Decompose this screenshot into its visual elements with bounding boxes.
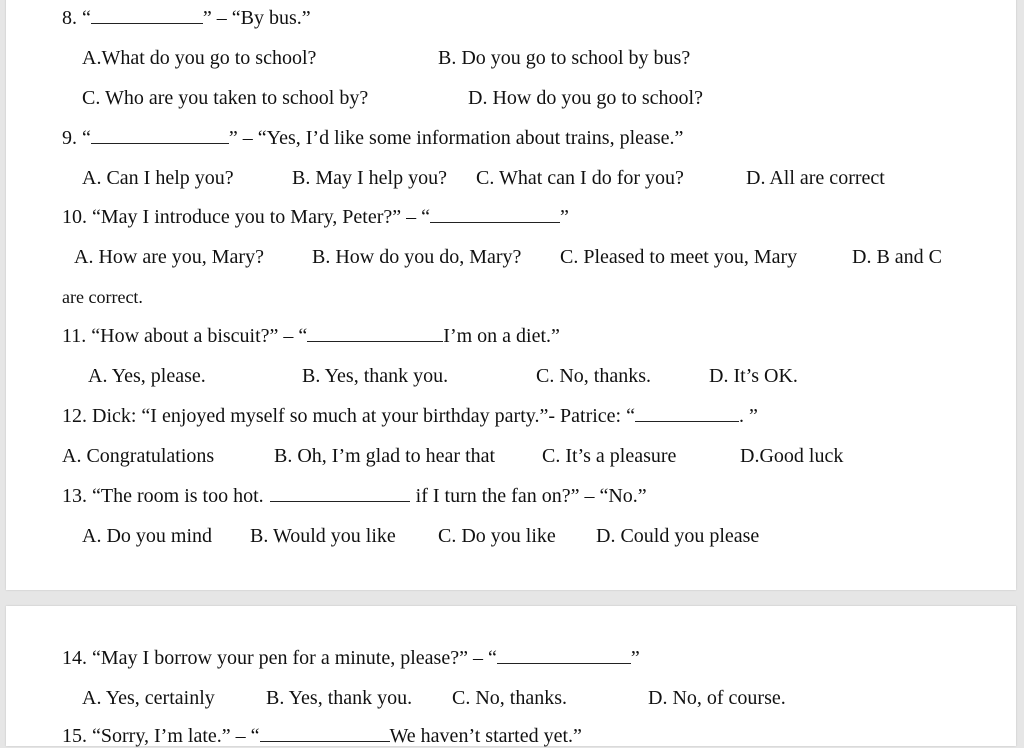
question-9-option-d: D. All are correct: [746, 167, 885, 189]
worksheet-page-1: [6, 0, 1016, 590]
answer-blank: [307, 327, 443, 342]
question-11-text-end: I’m on a diet.”: [443, 325, 560, 347]
answer-blank: [497, 649, 631, 664]
question-11-option-c: C. No, thanks.: [536, 365, 651, 387]
question-14-text-end: ”: [630, 647, 640, 669]
question-9-option-c: C. What can I do for you?: [476, 167, 684, 189]
question-13-option-c: C. Do you like: [438, 525, 556, 547]
question-10-option-continuation: are correct.: [62, 287, 143, 307]
answer-blank: [91, 129, 229, 144]
question-11-option-b: B. Yes, thank you.: [302, 365, 449, 387]
question-11-prompt: [62, 324, 560, 348]
answer-blank: [260, 727, 390, 742]
answer-blank: [270, 487, 410, 502]
question-14-option-a: A. Yes, certainly: [82, 687, 215, 709]
question-12-text-end: . ”: [738, 405, 758, 427]
question-10-text-start: 10. “May I introduce you to Mary, Peter?” – “: [62, 206, 431, 228]
question-12-text-start: 12. Dick: “I enjoyed myself so much at your birthday party.”- Patrice: “: [62, 405, 635, 427]
question-14-option-d: D. No, of course.: [648, 687, 786, 709]
question-13-option-b: B. Would you like: [250, 525, 396, 547]
question-8-prompt: [62, 6, 311, 30]
answer-blank: [91, 9, 203, 24]
question-12-option-a: A. Congratulations: [62, 445, 215, 467]
question-10-option-d: D. B and C: [852, 246, 942, 268]
question-8-option-a: A.What do you go to school?: [82, 47, 317, 69]
question-13-text-start: 13. “The room is too hot.: [62, 485, 264, 507]
question-8-option-d: D. How do you go to school?: [468, 87, 703, 109]
question-10-option-c: C. Pleased to meet you, Mary: [560, 246, 798, 268]
question-15-text-end: We haven’t started yet.”: [389, 725, 582, 747]
question-10-option-a: A. How are you, Mary?: [74, 246, 264, 268]
question-13-option-a: A. Do you mind: [82, 525, 212, 547]
question-13-text-end: if I turn the fan on?” – “No.”: [415, 485, 647, 507]
question-10-text-end: ”: [560, 206, 569, 228]
question-11-option-d: D. It’s OK.: [709, 365, 798, 387]
question-9-option-b: B. May I help you?: [292, 167, 447, 189]
answer-blank: [635, 407, 739, 422]
question-12-prompt: [62, 404, 758, 428]
question-10-prompt: [62, 205, 569, 229]
question-8-text-start: 8. “: [62, 7, 91, 29]
question-12-option-d: D.Good luck: [740, 445, 844, 467]
question-12-option-c: C. It’s a pleasure: [542, 445, 677, 467]
question-10-option-b: B. How do you do, Mary?: [312, 246, 522, 268]
question-11-text-start: 11. “How about a biscuit?” – “: [62, 325, 308, 347]
question-9-prompt: [62, 126, 683, 150]
question-9-text-start: 9. “: [62, 127, 91, 149]
question-14-text-start: 14. “May I borrow your pen for a minute, please?” – “: [62, 647, 497, 669]
question-13-option-d: D. Could you please: [596, 525, 760, 547]
question-15-text-start: 15. “Sorry, I’m late.” – “: [62, 725, 260, 747]
question-11-option-a: A. Yes, please.: [88, 365, 206, 387]
question-9-text-end: ” – “Yes, I’d like some information about trains, please.”: [228, 127, 684, 149]
question-14-option-c: C. No, thanks.: [452, 687, 567, 709]
question-13-prompt: [62, 484, 647, 508]
question-9-option-a: A. Can I help you?: [82, 167, 234, 189]
question-14-prompt: [62, 646, 640, 670]
question-8-option-c: C. Who are you taken to school by?: [82, 87, 369, 109]
question-8-text-end: ” – “By bus.”: [202, 7, 311, 29]
question-12-option-b: B. Oh, I’m glad to hear that: [274, 445, 496, 467]
question-15-prompt: [62, 724, 582, 748]
worksheet-page-2: [6, 606, 1016, 746]
question-14-option-b: B. Yes, thank you.: [266, 687, 413, 709]
answer-blank: [430, 208, 560, 223]
question-8-option-b: B. Do you go to school by bus?: [438, 47, 691, 69]
